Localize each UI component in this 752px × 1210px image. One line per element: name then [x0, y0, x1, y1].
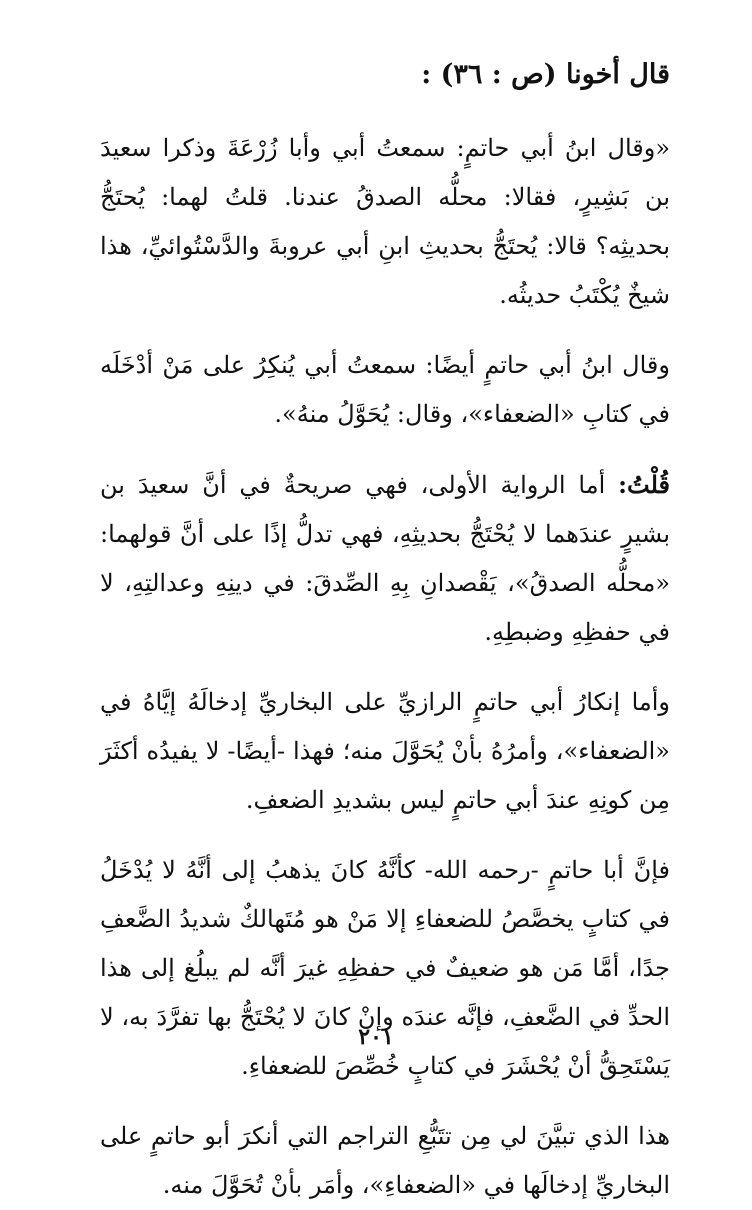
- section-heading: قال أخونا (ص : ٣٦) :: [421, 59, 670, 90]
- paragraph-text: [100, 460, 670, 657]
- paragraph-4: [100, 678, 670, 825]
- paragraph-5: [100, 846, 670, 1091]
- paragraph-text: وأما إنكارُ أبي حاتمٍ الرازيِّ على البخاريِّ إدخالَهُ إيَّاهُ في «الضعفاء»، وأمرُهُ بأنْ يُحَوَّلَ منه؛ فهذا -أيضًا- لا يفيدُه أكثَرَ مِن كونِهِ عندَ أبي حاتمٍ ليس بشديدِ الضعفِ.: [100, 688, 670, 814]
- paragraph-text: وقال ابنُ أبي حاتمٍ أيضًا: سمعتُ أبي يُنكِرُ على مَنْ أدْخَلَه في كتابِ «الضعفاء»، وقال: يُحَوَّلُ منهُ».: [100, 351, 670, 428]
- paragraph-text: «وقال ابنُ أبي حاتمٍ: سمعتُ أبي وأبا زُرْعَةَ وذكرا سعيدَ بن بَشِيرٍ، فقالا: محلُّه الصدقُ عندنا. قلتُ لهما: يُحتَجُّ بحديثِه؟ قالا: يُحتَجُّ بحديثِ ابنِ أبي عروبةَ والدَّسْتُوائيِّ، هذا شيخٌ يُكْتَبُ حديثُه.: [100, 134, 670, 309]
- paragraph-2: [100, 341, 670, 439]
- paragraph-text: فإنَّ أبا حاتمٍ -رحمه الله- كأنَّهُ كانَ يذهبُ إلى أنَّهُ لا يُدْخَلُ في كتابٍ يخصَّصُ للضعفاءِ إلا مَنْ هو مُتَهالكٌ شديدُ الضَّعفِ جدًا، أمَّا مَن هو ضعيفٌ في حفظِهِ غيرَ أنَّه لم يبلُغ إلى هذا الحدِّ في الضَّعفِ، فإنَّه عندَه وإنْ كانَ لا يُحْتَجُّ بها تفرَّدَ به، لا يَسْتَحِقُّ أنْ يُحْشَرَ في كتابٍ خُصِّصَ للضعفاءِ.: [100, 856, 670, 1080]
- paragraph-text: هذا الذي تبيَّنَ لي مِن تتَبُّعِ التراجم التي أنكرَ أبو حاتمٍ على البخاريِّ إدخالَها في «الضعفاءِ»، وأمَر بأنْ تُحَوَّلَ منه.: [100, 1122, 670, 1199]
- paragraph-body: أما الرواية الأولى، فهي صريحةٌ في أنَّ سعيدَ بن بشيرٍ عندَهما لا يُحْتَجُّ بحديثِهِ، فهي تدلُّ إذًا على أنَّ قولهما: «محلُّه الصدقُ»، يَقْصدانِ بِهِ الصِّدقَ: في دينِهِ وعدالتِهِ، لا في حفظِهِ وضبطِهِ.: [100, 471, 670, 646]
- paragraph-6: [100, 1112, 670, 1210]
- page-number: ٢٠١: [358, 1024, 394, 1050]
- paragraph-1: [100, 124, 670, 320]
- paragraph-3: [100, 460, 670, 657]
- paragraph-lead: قُلْتُ:: [618, 470, 670, 499]
